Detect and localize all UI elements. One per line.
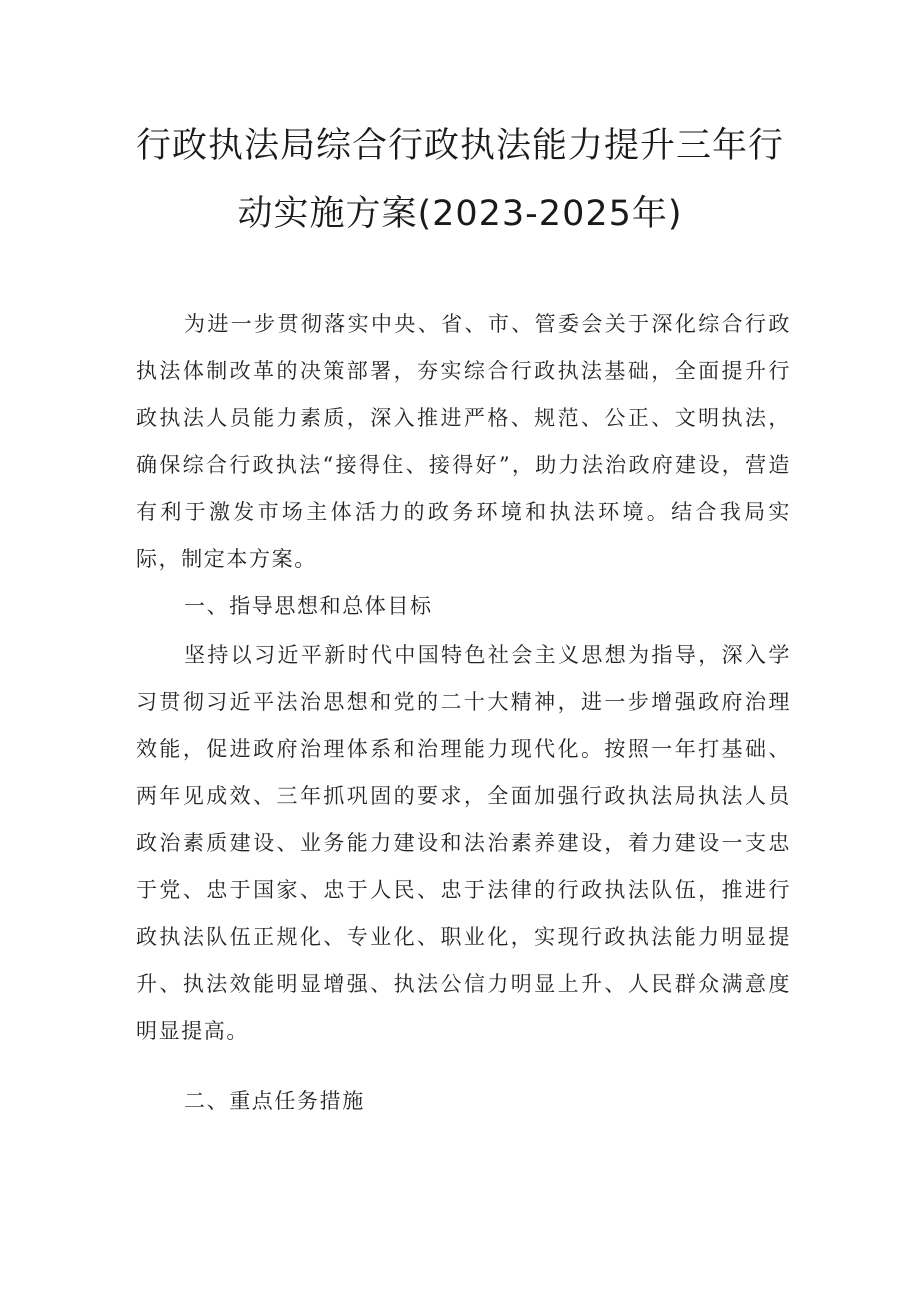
document-title-line-1: 行政执法局综合行政执法能力提升三年行: [135, 126, 784, 166]
document-title-line-2: 动实施方案(2023-2025年): [237, 194, 683, 234]
intro-paragraph: 为进一步贯彻落实中央、省、市、管委会关于深化综合行政执法体制改革的决策部署，夯实综合行政执法基础，全面提升行政执法人员能力素质，深入推进严格、规范、公正、文明执法，确保综合行政执法“接得住、接得好”，助力法治政府建设，营造有利于激发市场主体活力的政务环境和执法环境。结合我局实际，制定本方案。: [136, 312, 791, 571]
section-heading-key-tasks: 二、重点任务措施: [184, 1089, 365, 1113]
guiding-ideology-paragraph: 坚持以习近平新时代中国特色社会主义思想为指导，深入学习贯彻习近平法治思想和党的二十大精神，进一步增强政府治理效能，促进政府治理体系和治理能力现代化。按照一年打基础、两年见成效、三年抓巩固的要求，全面加强行政执法局执法人员政治素质建设、业务能力建设和法治素养建设，着力建设一支忠于党、忠于国家、忠于人民、忠于法律的行政执法队伍，推进行政执法队伍正规化、专业化、职业化，实现行政执法能力明显提升、执法效能明显增强、执法公信力明显上升、人民群众满意度明显提高。: [136, 643, 791, 1043]
section-heading-guiding-ideology: 一、指导思想和总体目标: [184, 594, 433, 618]
